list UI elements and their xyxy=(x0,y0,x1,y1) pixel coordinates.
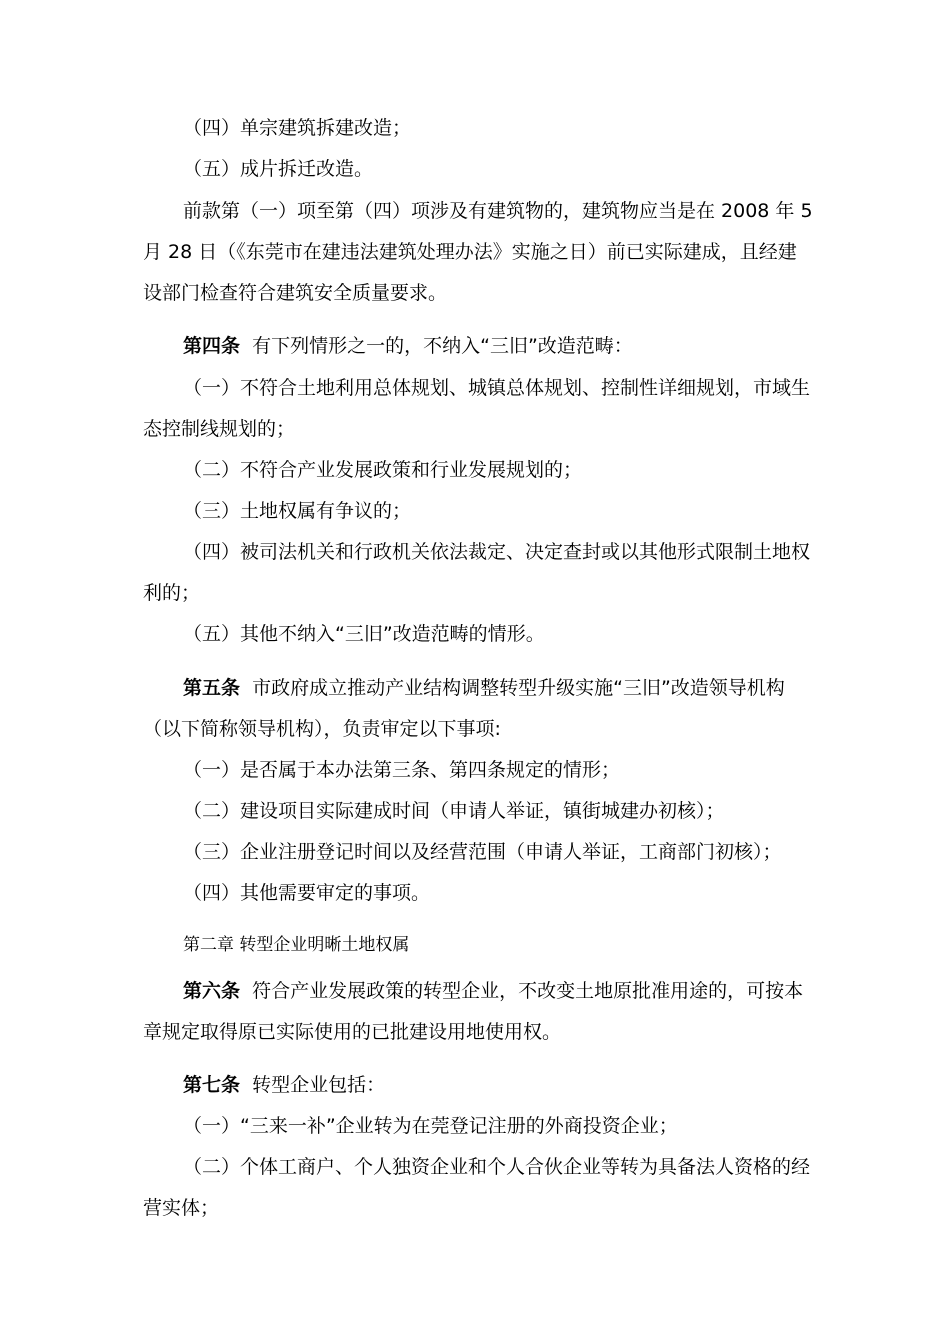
article-7 xyxy=(183,1072,815,1098)
clause-item-3: （三）土地权属有争议的； xyxy=(183,500,412,522)
article-6-label: 第六条 xyxy=(183,980,241,1002)
clause-item-4: （四）单宗建筑拆建改造； xyxy=(183,117,412,139)
article-4 xyxy=(183,333,815,359)
article-4-text: 有下列情形之一的，不纳入“三旧”改造范畴： xyxy=(252,335,633,357)
paragraph-line: 章规定取得原已实际使用的已批建设用地使用权。 xyxy=(143,1021,562,1043)
article-5-label: 第五条 xyxy=(183,677,241,699)
paragraph-line: 态控制线规划的； xyxy=(143,418,296,440)
clause-item-4: （四）其他需要审定的事项。 xyxy=(183,882,431,904)
article-5 xyxy=(183,675,815,701)
clause-item-1: （一）不符合土地利用总体规划、城镇总体规划、控制性详细规划，市域生 xyxy=(183,377,811,399)
paragraph-line: 利的； xyxy=(143,582,201,604)
clause-item-2: （二）个体工商户、个人独资企业和个人合伙企业等转为具备法人资格的经 xyxy=(183,1156,811,1178)
clause-item-2: （二）不符合产业发展政策和行业发展规划的； xyxy=(183,459,583,481)
article-7-text: 转型企业包括： xyxy=(252,1074,386,1096)
clause-item-2: （二）建设项目实际建成时间（申请人举证，镇街城建办初核）； xyxy=(183,800,725,822)
clause-item-1: （一）“三来一补”企业转为在莞登记注册的外商投资企业； xyxy=(183,1115,678,1137)
article-4-label: 第四条 xyxy=(183,335,241,357)
chapter-heading: 第二章 转型企业明晰土地权属 xyxy=(183,935,410,955)
clause-item-5: （五）其他不纳入“三旧”改造范畴的情形。 xyxy=(183,623,545,645)
paragraph-line: （以下简称领导机构），负责审定以下事项: xyxy=(143,718,501,740)
article-6-text: 符合产业发展政策的转型企业，不改变土地原批准用途的，可按本 xyxy=(252,980,804,1002)
clause-item-1: （一）是否属于本办法第三条、第四条规定的情形； xyxy=(183,759,621,781)
paragraph-line: 前款第（一）项至第（四）项涉及有建筑物的，建筑物应当是在 2008 年 5 xyxy=(183,200,813,222)
article-7-label: 第七条 xyxy=(183,1074,241,1096)
clause-item-4: （四）被司法机关和行政机关依法裁定、决定查封或以其他形式限制土地权 xyxy=(183,541,811,563)
article-6 xyxy=(183,978,815,1004)
clause-item-5: （五）成片拆迁改造。 xyxy=(183,158,374,180)
clause-item-3: （三）企业注册登记时间以及经营范围（申请人举证，工商部门初核）； xyxy=(183,841,782,863)
paragraph-line: 月 28 日（《东莞市在建违法建筑处理办法》实施之日）前已实际建成，且经建 xyxy=(143,241,797,263)
article-5-text: 市政府成立推动产业结构调整转型升级实施“三旧”改造领导机构 xyxy=(252,677,785,699)
paragraph-line: 营实体； xyxy=(143,1197,220,1219)
paragraph-line: 设部门检查符合建筑安全质量要求。 xyxy=(143,282,448,304)
